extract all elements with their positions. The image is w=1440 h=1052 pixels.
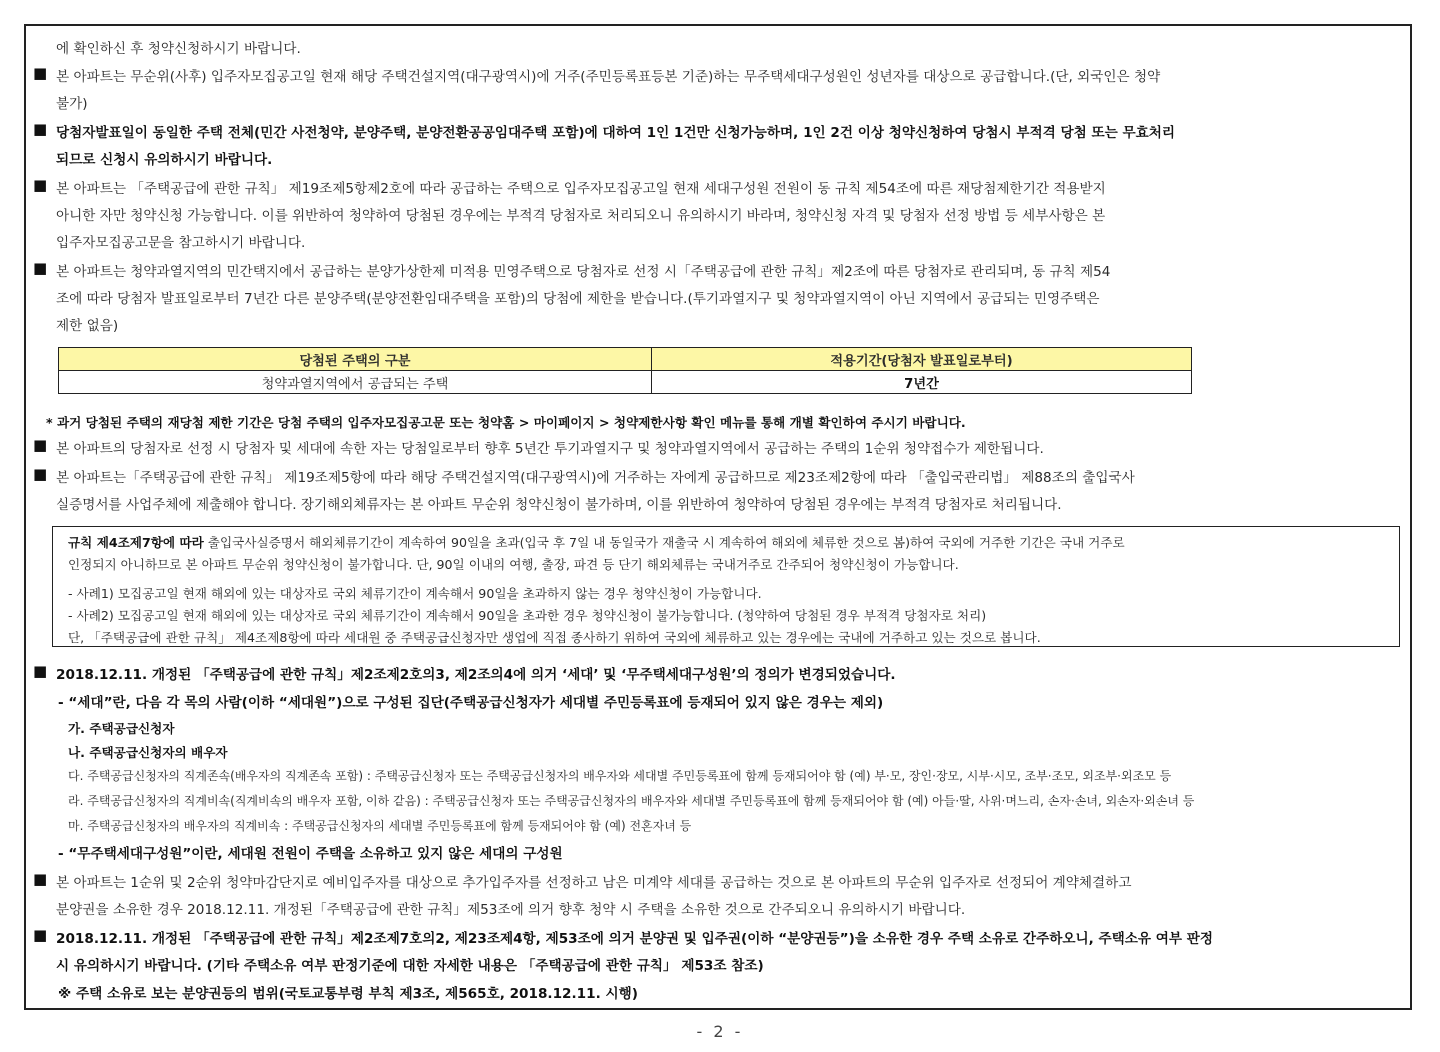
note-line: * 과거 당첨된 주택의 재당첨 제한 기간은 당첨 주택의 입주자모집공고문 또는 청약홈 > 마이페이지 > 청약제한사항 확인 메뉴를 통해 개별 확인하여 주시기 바랍니다. [46,415,966,430]
bullet-icon: ■ [33,465,48,483]
text-line: 실증명서를 사업주체에 제출해야 합니다. 장기해외체류자는 본 아파트 무순위 청약신청이 불가하며, 이를 위반하여 청약하여 당첨된 경우에는 부적격 당첨자로 처리됩니다. [56,497,1062,513]
text-line-bold: 되므로 신청시 유의하시기 바랍니다. [56,152,273,168]
bullet-icon: ■ [33,120,48,138]
definition-item: 나. 주택공급신청자의 배우자 [68,745,228,760]
text-line: 본 아파트는「주택공급에 관한 규칙」 제19조제5항에 따라 해당 주택건설지역(대구광역시)에 거주하는 자에게 공급하므로 제23조제2항에 따라 「출입국관리법」 제88조의 출입국사 [56,470,1135,486]
table-cell: 청약과열지역에서 공급되는 주택 [59,371,652,394]
bullet-icon: ■ [33,870,48,888]
bullet-icon: ■ [33,64,48,82]
box-line1: 출입국사실증명서 해외체류기간이 계속하여 90일을 초과(입국 후 7일 내 동일국가 재출국 시 계속하여 해외에 체류한 것으로 봄)하여 국외에 거주한 기간은 국내 거주로 [203,535,1125,550]
box-line: 단, 「주택공급에 관한 규칙」 제4조제8항에 따라 세대원 중 주택공급신청자만 생업에 직접 종사하기 위하여 국외에 체류하고 있는 경우에는 국내에 거주하고 있는 것으로 봅니다. [68,630,1041,645]
definition-item: 마. 주택공급신청자의 배우자의 직계비속 : 주택공급신청자의 세대별 주민등록표에 함께 등재되어야 함 (예) 전혼자녀 등 [68,819,692,833]
restriction-table [58,347,1192,394]
text-line-bold: 당첨자발표일이 동일한 주택 전체(민간 사전청약, 분양주택, 분양전환공공임대주택 포함)에 대하여 1인 1건만 신청가능하며, 1인 2건 이상 청약신청하여 당첨시 부적격 당첨 또는 무효처리 [56,125,1176,141]
table-header-cell: 적용기간(당첨자 발표일로부터) [652,348,1192,371]
bullet-icon: ■ [33,436,48,454]
text-line: 아니한 자만 청약신청 가능합니다. 이를 위반하여 청약하여 당첨된 경우에는 부적격 당첨자로 처리되오니 유의하시기 바라며, 청약신청 자격 및 당첨자 선정 방법 등 세부사항은 본 [56,208,1106,224]
definition-item: 라. 주택공급신청자의 직계비속(직계비속의 배우자 포함, 이하 같음) : 주택공급신청자 또는 주택공급신청자의 배우자와 세대별 주민등록표에 함께 등재되어야 함 (예) 아들·딸, 사위·며느리, 손자·손녀, 외손자·외손녀 등 [68,794,1195,808]
table-cell: 7년간 [652,371,1192,394]
text-line-bold: ※ 주택 소유로 보는 분양권등의 범위(국토교통부령 부칙 제3조, 제565호, 2018.12.11. 시행) [58,986,638,1002]
text-line-bold: 시 유의하시기 바랍니다. (기타 주택소유 여부 판정기준에 대한 자세한 내용은 「주택공급에 관한 규칙」 제53조 참조) [56,958,764,974]
text-line: 본 아파트는 무순위(사후) 입주자모집공고일 현재 해당 주택건설지역(대구광역시)에 거주(주민등록표등본 기준)하는 무주택세대구성원인 성년자를 대상으로 공급합니다.(단, 외국인은 청약 [56,69,1161,85]
page-number: - 2 - [696,1022,744,1041]
definition-item: 다. 주택공급신청자의 직계존속(배우자의 직계존속 포함) : 주택공급신청자 또는 주택공급신청자의 배우자와 세대별 주민등록표에 함께 등재되어야 함 (예) 부·모, 장인·장모, 시부·시모, 조부·조모, 외조부·외조모 등 [68,769,1172,783]
text-line: 불가) [56,96,88,112]
text-line: 에 확인하신 후 청약신청하시기 바랍니다. [56,41,301,57]
text-line: 입주자모집공고문을 참고하시기 바랍니다. [56,235,306,251]
bullet-icon: ■ [33,259,48,277]
table-header-row [59,348,1192,371]
box-line [68,532,1388,551]
box-line: 인정되지 아니하므로 본 아파트 무순위 청약신청이 불가합니다. 단, 90일 이내의 여행, 출장, 파견 등 단기 해외체류는 국내거주로 간주되어 청약신청이 가능합니다. [68,557,959,572]
text-line-bold: 2018.12.11. 개정된 「주택공급에 관한 규칙」제2조제2호의3, 제2조의4에 의거 ‘세대’ 및 ‘무주택세대구성원’의 정의가 변경되었습니다. [56,667,896,683]
text-line: 본 아파트는 청약과열지역의 민간택지에서 공급하는 분양가상한제 미적용 민영주택으로 당첨자로 선정 시「주택공급에 관한 규칙」제2조에 따른 당첨자로 관리되며, 동 규칙 제54 [56,264,1111,280]
text-line: 본 아파트는 1순위 및 2순위 청약마감단지로 예비입주자를 대상으로 추가입주자를 선정하고 남은 미계약 세대를 공급하는 것으로 본 아파트의 무순위 입주자로 선정되어 계약체결하고 [56,875,1132,891]
bullet-icon: ■ [33,662,48,680]
text-line: 조에 따라 당첨자 발표일로부터 7년간 다른 분양주택(분양전환임대주택을 포함)의 당첨에 제한을 받습니다.(투기과열지구 및 청약과열지역이 아닌 지역에서 공급되는 민영주택은 [56,291,1100,307]
text-line-bold: 2018.12.11. 개정된 「주택공급에 관한 규칙」제2조제7호의2, 제23조제4항, 제53조에 의거 분양권 및 입주권(이하 “분양권등”)을 소유한 경우 주택 소유로 간주하오니, 주택소유 여부 판정 [56,931,1214,947]
bullet-icon: ■ [33,926,48,944]
box-line: - 사례2) 모집공고일 현재 해외에 있는 대상자로 국외 체류기간이 계속해서 90일을 초과한 경우 청약신청이 불가능합니다. (청약하여 당첨된 경우 부적격 당첨자로 처리) [68,608,987,623]
text-line: - “세대”란, 다음 각 목의 사람(이하 “세대원”)으로 구성된 집단(주택공급신청자가 세대별 주민등록표에 등재되어 있지 않은 경우는 제외) [58,695,884,711]
text-line-bold: - “무주택세대구성원”이란, 세대원 전원이 주택을 소유하고 있지 않은 세대의 구성원 [58,846,563,862]
text-line: 본 아파트의 당첨자로 선정 시 당첨자 및 세대에 속한 자는 당첨일로부터 향후 5년간 투기과열지구 및 청약과열지역에서 공급하는 주택의 1순위 청약접수가 제한됩니다. [56,441,1044,457]
text-line: 본 아파트는 「주택공급에 관한 규칙」 제19조제5항제2호에 따라 공급하는 주택으로 입주자모집공고일 현재 세대구성원 전원이 동 규칙 제54조에 따른 재당첨제한기간 적용받지 [56,181,1106,197]
definition-item: 가. 주택공급신청자 [68,721,175,736]
table-row [59,371,1192,394]
box-line: - 사례1) 모집공고일 현재 해외에 있는 대상자로 국외 체류기간이 계속해서 90일을 초과하지 않는 경우 청약신청이 가능합니다. [68,586,762,601]
box-lead: 규칙 제4조제7항에 따라 [68,535,204,550]
page-frame [24,24,1412,1010]
bullet-icon: ■ [33,176,48,194]
text-line: 분양권을 소유한 경우 2018.12.11. 개정된「주택공급에 관한 규칙」제53조에 의거 향후 청약 시 주택을 소유한 것으로 간주되오니 유의하시기 바랍니다. [56,902,966,918]
text-line: 제한 없음) [56,318,119,334]
table-header-cell: 당첨된 주택의 구분 [59,348,652,371]
